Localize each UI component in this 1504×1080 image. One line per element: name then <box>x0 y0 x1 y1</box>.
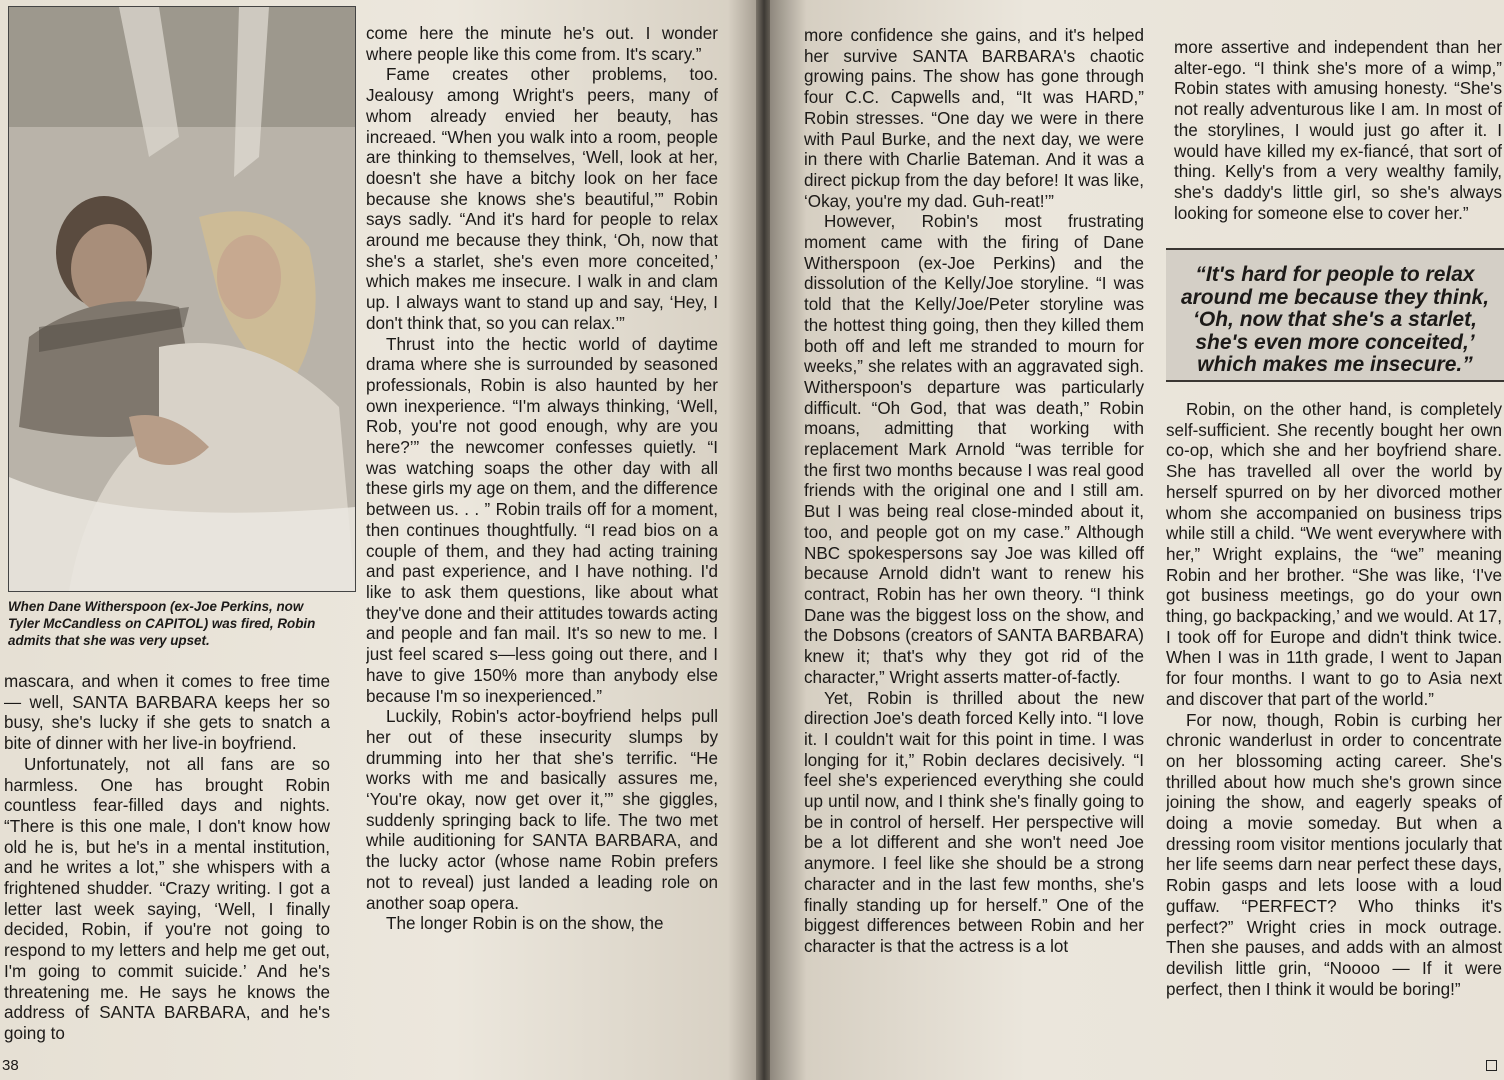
article-column-1 <box>4 672 330 1058</box>
paragraph: Yet, Robin is thrilled about the new direction Joe's death forced Kelly into. “I love it. I couldn't wait for this point in time. I was longing for it,” Robin declares decisively. “I feel she's experienced everything she could up until now, and I think she's finally going to be in control of herself. Her perspective will be a lot different and she won't need Joe anymore. I feel like she should be a strong character and in the last few months, she's finally standing up for herself.” One of the biggest differences between Robin and her character is that the actress is a lot <box>804 688 1144 956</box>
photo-caption: When Dane Witherspoon (ex-Joe Perkins, now Tyler McCandless on CAPITOL) was fired, Robin admits that she was very upset. <box>8 599 316 648</box>
paragraph: Thrust into the hectic world of daytime drama where she is surrounded by seasoned professionals, Robin is also haunted by her own inexperience. “I'm always thinking, ‘Well, Rob, you're not good enough, why are you here?’” the newcomer confesses quietly. “I was watching soaps the other day with all these girls my age on them, and the difference between us. . . ” Robin trails off for a moment, then continues thoughtfully. “I read bios on a couple of them, and they had acting training and past experience, and I have nothing. I'd like to ask them questions, like about what they've done and their attitudes towards acting and people and fan mail. It's so new to me. I just feel scared s—less going out there, and I have to give 150% more than anybody else because I'm so inexperienced.” <box>366 334 718 706</box>
article-column-4-bottom <box>1166 400 1502 1072</box>
paragraph: more assertive and independent than her alter-ego. “I think she's more of a wimp,” Robin states with amusing honesty. “She's not really adventurous like I am. In most of the storylines, I would just go after it. I would have killed my ex-fiancé, that sort of thing. Kelly's from a very wealthy family, she's daddy's little girl, so she's always looking for someone else to cover her.” <box>1174 38 1502 223</box>
article-column-3 <box>804 26 1144 1072</box>
paragraph: Luckily, Robin's actor-boyfriend helps pull her out of these insecurity slumps by drumming into her that she's terrific. “He works with me and basically assures me, ‘You're okay, now get over it,’” she giggles, suddenly springing back to life. The two met while auditioning for SANTA BARBARA, and the lucky actor (whose name Robin prefers not to reveal) just landed a leading role on another soap opera. <box>366 707 718 913</box>
article-column-4-top <box>1174 38 1502 244</box>
article-column-2 <box>366 24 718 1066</box>
page-number: 38 <box>2 1057 19 1074</box>
pull-quote: “It's hard for people to relax around me because they think, ‘Oh, now that she's a starlet, she's even more conceited,’ which makes me insecure.” <box>1166 248 1504 382</box>
right-page <box>770 0 1504 1080</box>
end-of-story-icon <box>1486 1060 1497 1071</box>
paragraph: come here the minute he's out. I wonder where people like this come from. It's scary.” <box>366 24 718 64</box>
couple-photo <box>8 6 356 592</box>
paragraph: Unfortunately, not all fans are so harmless. One has brought Robin countless fear-filled days and nights. “There is this one male, I don't know how old he is, but he's in a mental institution, and he writes a lot,” she whispers with a frightened shudder. “Crazy writing. I got a letter last week saying, ‘Well, I finally decided, Robin, if you're not going to respond to my letters and help me get out, I'm going to commit suicide.’ And he's threatening me. He says he knows the address of SANTA BARBARA, and he's going to <box>4 754 330 1043</box>
paragraph: Robin, on the other hand, is completely self-sufficient. She recently bought her own co-op, which she and her boyfriend share. She has travelled all over the world by herself spurred on by her divorced mother whom she accompanied on business trips while still a child. “We went everywhere with her,” Wright explains, the “we” meaning Robin and her brother. “She was like, ‘I've got business meetings, go do your own thing, go backpacking,’ and we would. At 17, I took off for Europe and didn't think twice. When I was in 11th grade, I went to Japan for four months. I want to go to Asia next and discover that part of the world.” <box>1166 400 1502 709</box>
paragraph: For now, though, Robin is curbing her chronic wanderlust in order to concentrate on her blossoming acting career. She's thrilled about how much she's grown since joining the show, and eagerly speaks of doing a movie someday. But when a dressing room visitor mentions jocularly that her life seems darn near perfect these days, Robin gasps and lets loose with a loud guffaw. “PERFECT? Who thinks it's perfect?” Wright cries in mock outrage. Then she pauses, and adds with an almost devilish little grin, “Noooo — If it were perfect, then I think it would be boring!” <box>1166 710 1502 999</box>
paragraph: The longer Robin is on the show, the <box>386 914 664 934</box>
paragraph: Fame creates other problems, too. Jealousy among Wright's peers, many of whom already envied her beauty, has increaed. “When you walk into a room, people are thinking to themselves, ‘Well, look at her, doesn't she have a bitchy look on her face because she knows she's beautiful,’” Robin says sadly. “And it's hard for people to relax around me because they think, ‘Oh, now that she's a starlet, she's even more conceited,’ which makes me insecure. I walk in and clam up. I always want to stand up and say, ‘Hey, I don't think that, so you can relax.’” <box>366 65 718 333</box>
paragraph: However, Robin's most frustrating moment came with the firing of Dane Witherspoon (ex-Joe Perkins) and the dissolution of the Kelly/Joe storyline. “I was told that the Kelly/Joe/Peter storyline was the hottest thing going, then they killed them both off and left me stranded to mourn for weeks,” she relates with an aggravated sigh. Witherspoon's departure was particularly difficult. “Oh God, that was death,” Robin moans, admitting that working with replacement Mark Arnold “was terrible for the first two months because I was real good friends with the original one and I still am. But I was being real close-minded about it, too, and people got on my case.” Although NBC spokespersons say Joe was killed off because Arnold didn't want to renew his contract, Robin has her own theory. “I think Dane was the biggest loss on the show, and the Dobsons (creators of SANTA BARBARA) knew it; that's why they got rid of the character,” Wright asserts matter-of-factly. <box>804 212 1144 687</box>
paragraph: more confidence she gains, and it's helped her survive SANTA BARBARA's chaotic growing pains. The show has gone through four C.C. Capwells and, “It was HARD,” Robin stresses. “One day we were in there with Paul Burke, and the next day, we were in there with Charlie Bateman. And it was a direct pickup from the day before! It was like, ‘Okay, you're my dad. Guh-reat!’” <box>804 26 1144 211</box>
paragraph: mascara, and when it comes to free time — well, SANTA BARBARA keeps her so busy, she's lucky if she gets to snatch a bite of dinner with her live-in boyfriend. <box>4 672 330 754</box>
